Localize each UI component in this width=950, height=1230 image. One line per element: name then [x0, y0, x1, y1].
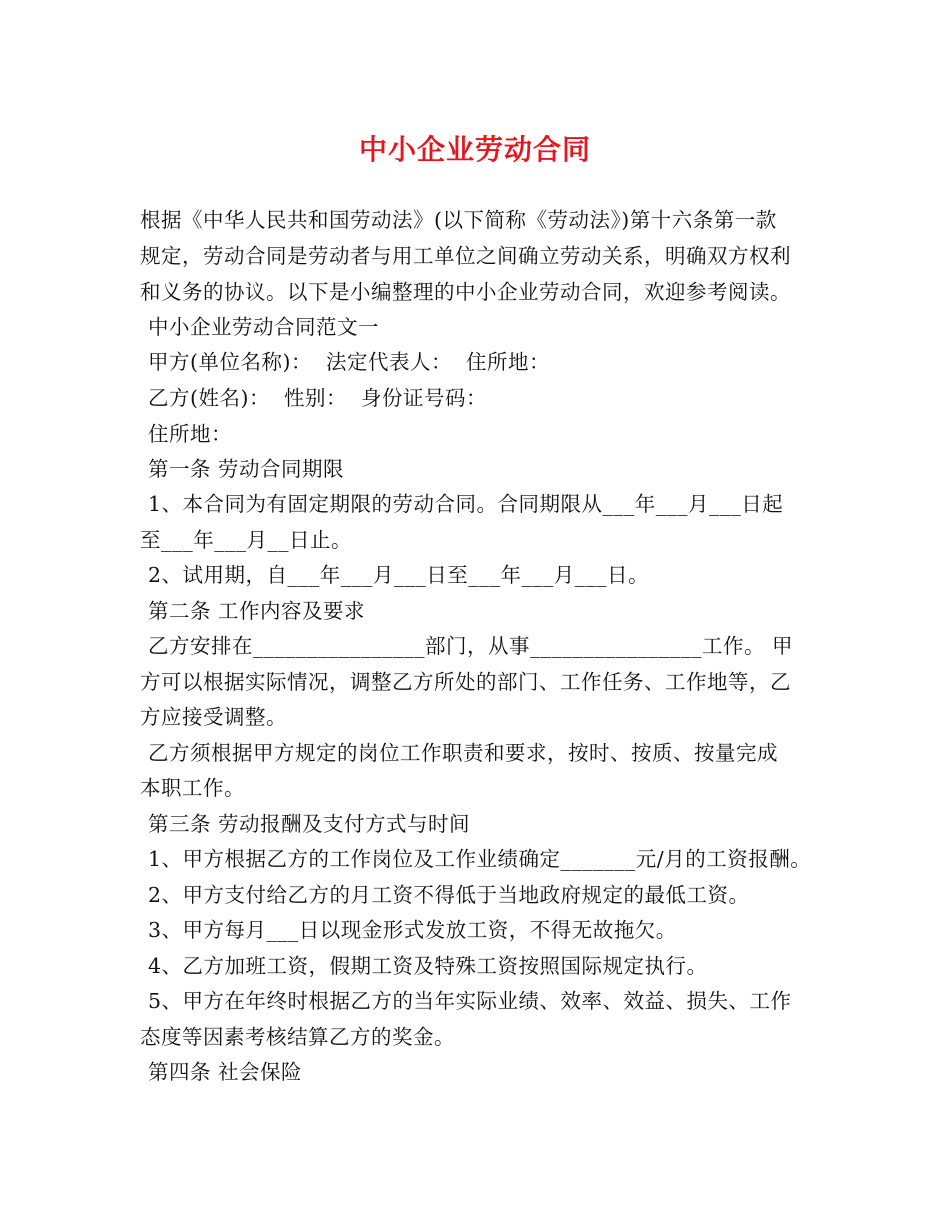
intro-line-3: 和义务的协议。以下是小编整理的中小企业劳动合同，欢迎参考阅读。 [140, 280, 791, 304]
article-2-para-2-cont: 本职工作。 [140, 776, 245, 800]
document-title: 中小企业劳动合同 [358, 133, 591, 166]
article-3-clause-3: 3、甲方每月___日以现金形式发放工资，不得无故拖欠。 [148, 918, 677, 942]
article-1-clause-1: 1、本合同为有固定期限的劳动合同。合同期限从___年___月___日起 [148, 492, 784, 516]
article-3-clause-1: 1、甲方根据乙方的工作岗位及工作业绩确定_______元/月的工资报酬。 [148, 847, 812, 871]
sample-heading: 中小企业劳动合同范文一 [148, 315, 379, 339]
article-2-para-1-cont: 方可以根据实际情况，调整乙方所处的部门、工作任务、工作地等，乙 [140, 670, 791, 694]
intro-line-2: 规定，劳动合同是劳动者与用工单位之间确立劳动关系，明确双方权利 [140, 244, 791, 268]
party-a-line: 甲方(单位名称)： 法定代表人： 住所地： [148, 350, 551, 374]
article-3-clause-4: 4、乙方加班工资，假期工资及特殊工资按照国际规定执行。 [148, 954, 708, 978]
article-2-para-1: 乙方安排在________________部门，从事________________工作。 甲 [148, 634, 794, 658]
article-3-heading: 第三条 劳动报酬及支付方式与时间 [148, 812, 471, 836]
article-1-clause-2: 2、试用期，自___年___月___日至___年___月___日。 [148, 563, 650, 587]
article-1-heading: 第一条 劳动合同期限 [148, 457, 345, 481]
article-4-heading: 第四条 社会保险 [148, 1060, 303, 1084]
intro-line-1: 根据《中华人民共和国劳动法》(以下简称《劳动法》)第十六条第一款 [140, 208, 777, 232]
article-2-para-2: 乙方须根据甲方规定的岗位工作职责和要求，按时、按质、按量完成 [148, 741, 778, 765]
article-2-heading: 第二条 工作内容及要求 [148, 599, 366, 623]
article-3-clause-5: 5、甲方在年终时根据乙方的当年实际业绩、效率、效益、损失、工作 [148, 989, 792, 1013]
article-1-clause-1-cont: 至___年___月__日止。 [140, 528, 352, 552]
article-2-para-1-end: 方应接受调整。 [140, 705, 287, 729]
article-3-clause-2: 2、甲方支付给乙方的月工资不得低于当地政府规定的最低工资。 [148, 883, 750, 907]
article-3-clause-5-cont: 态度等因素考核结算乙方的奖金。 [140, 1025, 455, 1049]
address-line: 住所地： [148, 422, 232, 446]
party-b-line: 乙方(姓名)： 性别： 身份证号码： [148, 386, 488, 410]
